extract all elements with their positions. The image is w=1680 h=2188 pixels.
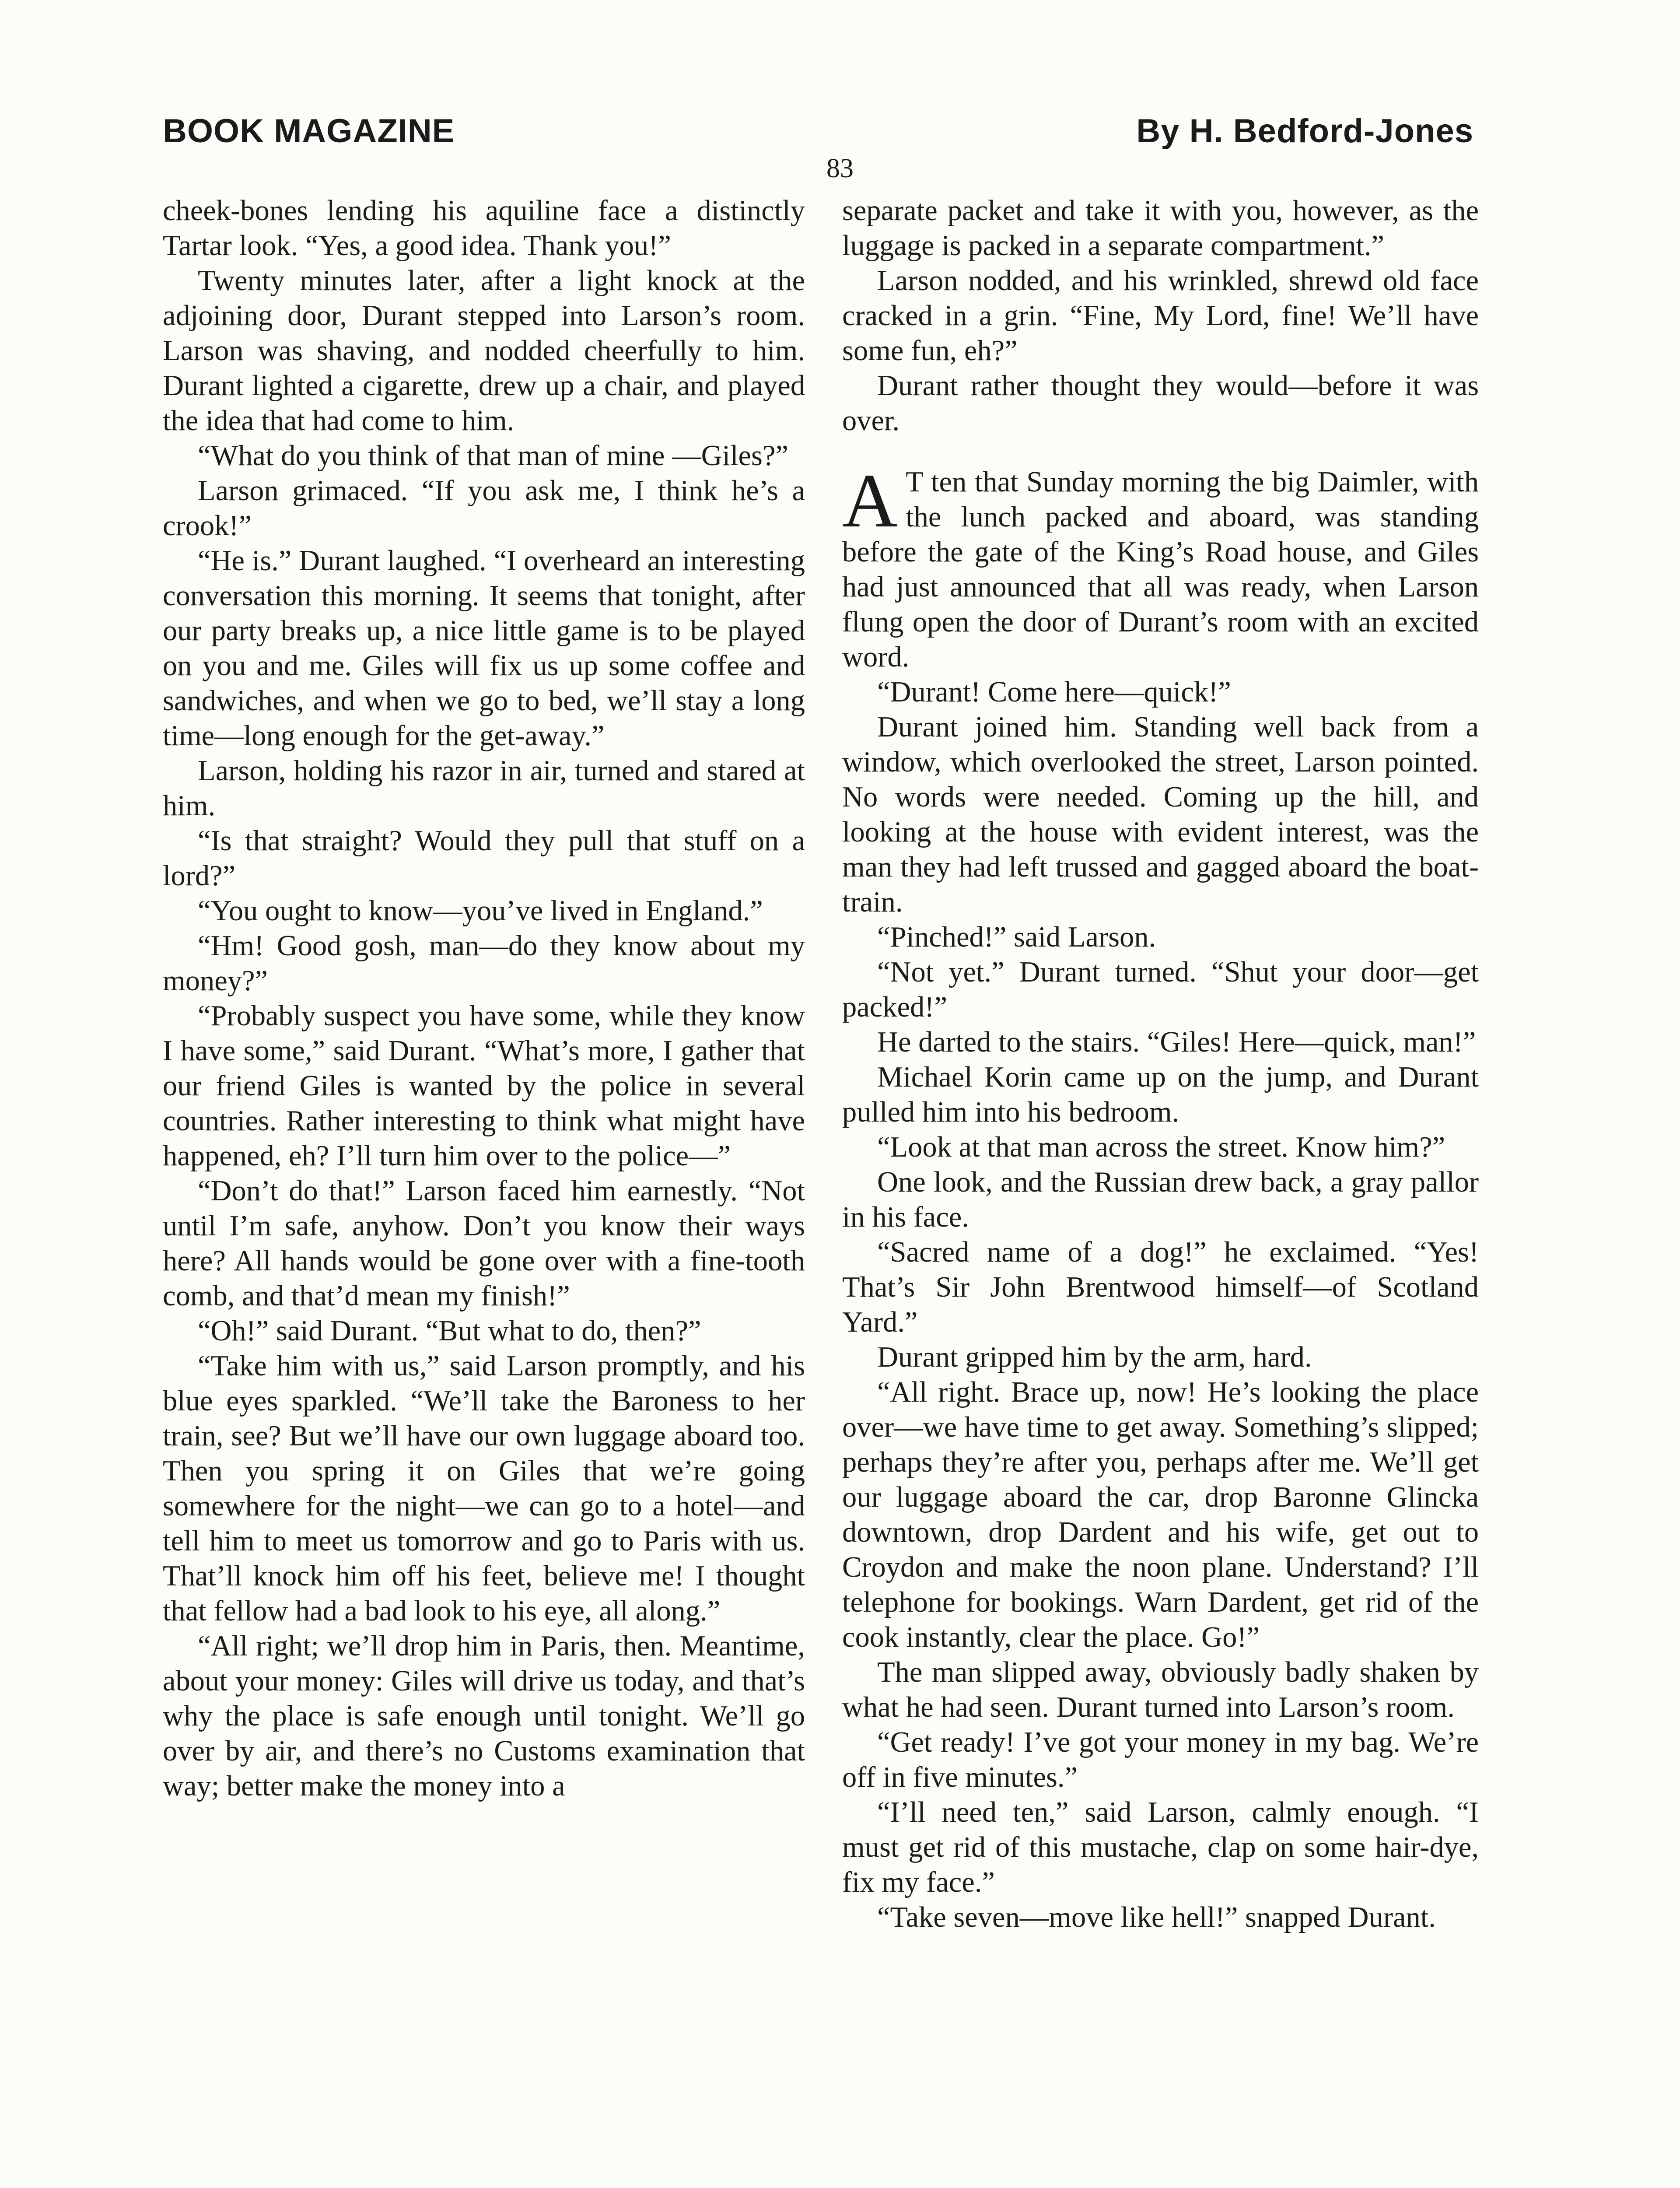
paragraph: “What do you think of that man of mine —Giles?” bbox=[198, 440, 788, 472]
paragraph: “Take seven—move like hell!” snapped Durant. bbox=[877, 1901, 1436, 1933]
paragraph: “Oh!” said Durant. “But what to do, then?” bbox=[198, 1315, 701, 1347]
paragraph: “Durant! Come here—quick!” bbox=[877, 676, 1231, 708]
paragraph: cheek-bones lending his aquiline face a distinctly Tartar look. “Yes, a good idea. Thank you!” bbox=[163, 195, 805, 262]
paragraph: “Get ready! I’ve got your money in my bag. We’re off in five minutes.” bbox=[842, 1726, 1479, 1793]
magazine-title: BOOK MAGAZINE bbox=[163, 112, 455, 150]
author-byline: By H. Bedford-Jones bbox=[1136, 112, 1474, 150]
paragraph: separate packet and take it with you, however, as the luggage is packed in a separate compartment.” bbox=[842, 195, 1479, 262]
paragraph: “Probably suspect you have some, while they know I have some,” said Durant. “What’s more, I gather that our friend Giles is wanted by the police in several countries. Rather interesting to think what might have happened, eh? I’ll turn him over to the police—” bbox=[163, 1000, 805, 1172]
paragraph: One look, and the Russian drew back, a gray pallor in his face. bbox=[842, 1166, 1479, 1233]
paragraph: “Look at that man across the street. Know him?” bbox=[877, 1131, 1446, 1163]
paragraph: “Hm! Good gosh, man—do they know about my money?” bbox=[163, 930, 805, 997]
paragraph: “Not yet.” Durant turned. “Shut your door—get packed!” bbox=[842, 956, 1479, 1023]
section-opening-text: T ten that Sunday morning the big Daimler, with the lunch packed and aboard, was standing before the gate of the King’s Road house, and Giles had just announced that all was ready, when Larson flung open the door of Durant’s room with an excited word. bbox=[842, 466, 1479, 673]
paragraph: “You ought to know—you’ve lived in England.” bbox=[198, 895, 763, 927]
paragraph: “All right. Brace up, now! He’s looking the place over—we have time to get away. Something’s slipped; perhaps they’re after you, perhaps after me. We’ll get our luggage aboard the car, drop Baronne Glincka downtown, drop Dardent and his wife, get out to Croydon and make the noon plane. Understand? I’ll telephone for bookings. Warn Dardent, get rid of the cook instantly, clear the place. Go!” bbox=[842, 1376, 1479, 1653]
page-header bbox=[163, 109, 1474, 153]
paragraph: He darted to the stairs. “Giles! Here—quick, man!” bbox=[877, 1026, 1476, 1058]
paragraph: The man slipped away, obviously badly shaken by what he had seen. Durant turned into Larson’s room. bbox=[842, 1656, 1479, 1723]
paragraph: “Don’t do that!” Larson faced him earnestly. “Not until I’m safe, anyhow. Don’t you know their ways here? All hands would be gone over with a fine-tooth comb, and that’d mean my finish!” bbox=[163, 1175, 805, 1312]
page-number: 83 bbox=[826, 154, 854, 183]
paragraph: Larson nodded, and his wrinkled, shrewd old face cracked in a grin. “Fine, My Lord, fine! We’ll have some fun, eh?” bbox=[842, 265, 1479, 367]
paragraph: “All right; we’ll drop him in Paris, then. Meantime, about your money: Giles will drive us today, and that’s why the place is safe enough until tonight. We’ll go over by air, and there’s no Customs examination that way; better make the money into a bbox=[163, 1630, 805, 1802]
left-column bbox=[163, 193, 805, 1804]
paragraph: “Pinched!” said Larson. bbox=[877, 921, 1156, 953]
right-column bbox=[842, 193, 1479, 1935]
paragraph: Larson, holding his razor in air, turned and stared at him. bbox=[163, 755, 805, 822]
paragraph: “Is that straight? Would they pull that stuff on a lord?” bbox=[163, 825, 805, 892]
drop-cap: A bbox=[842, 458, 898, 543]
paragraph: Durant joined him. Standing well back from a window, which overlooked the street, Larson pointed. No words were needed. Coming up the hill, and looking at the house with evident interest, was the man they had left trussed and gagged aboard the boat-train. bbox=[842, 711, 1479, 918]
paragraph: “He is.” Durant laughed. “I overheard an interesting conversation this morning. It seems that tonight, after our party breaks up, a nice little game is to be played on you and me. Giles will fix us up some coffee and sandwiches, and when we go to bed, we’ll stay a long time—long enough for the get-away.” bbox=[163, 545, 805, 752]
paragraph: Twenty minutes later, after a light knock at the adjoining door, Durant stepped into Larson’s room. Larson was shaving, and nodded cheerfully to him. Durant lighted a cigarette, drew up a chair, and played the idea that had come to him. bbox=[163, 265, 805, 437]
paragraph: “Take him with us,” said Larson promptly, and his blue eyes sparkled. “We’ll take the Baroness to her train, see? But we’ll have our own luggage aboard too. Then you spring it on Giles that we’re going somewhere for the night—we can go to a hotel—and tell him to meet us tomorrow and go to Paris with us. That’ll knock him off his feet, believe me! I thought that fellow had a bad look to his eye, all along.” bbox=[163, 1350, 805, 1627]
paragraph: “I’ll need ten,” said Larson, calmly enough. “I must get rid of this mustache, clap on some hair-dye, fix my face.” bbox=[842, 1796, 1479, 1898]
paragraph: Durant rather thought they would—before it was over. bbox=[842, 370, 1479, 437]
paragraph: Larson grimaced. “If you ask me, I think he’s a crook!” bbox=[163, 475, 805, 542]
paragraph: Michael Korin came up on the jump, and Durant pulled him into his bedroom. bbox=[842, 1061, 1479, 1128]
paragraph: Durant gripped him by the arm, hard. bbox=[877, 1341, 1312, 1373]
section-opening-paragraph bbox=[842, 458, 1479, 675]
paragraph: “Sacred name of a dog!” he exclaimed. “Yes! That’s Sir John Brentwood himself—of Scotland Yard.” bbox=[842, 1236, 1479, 1338]
